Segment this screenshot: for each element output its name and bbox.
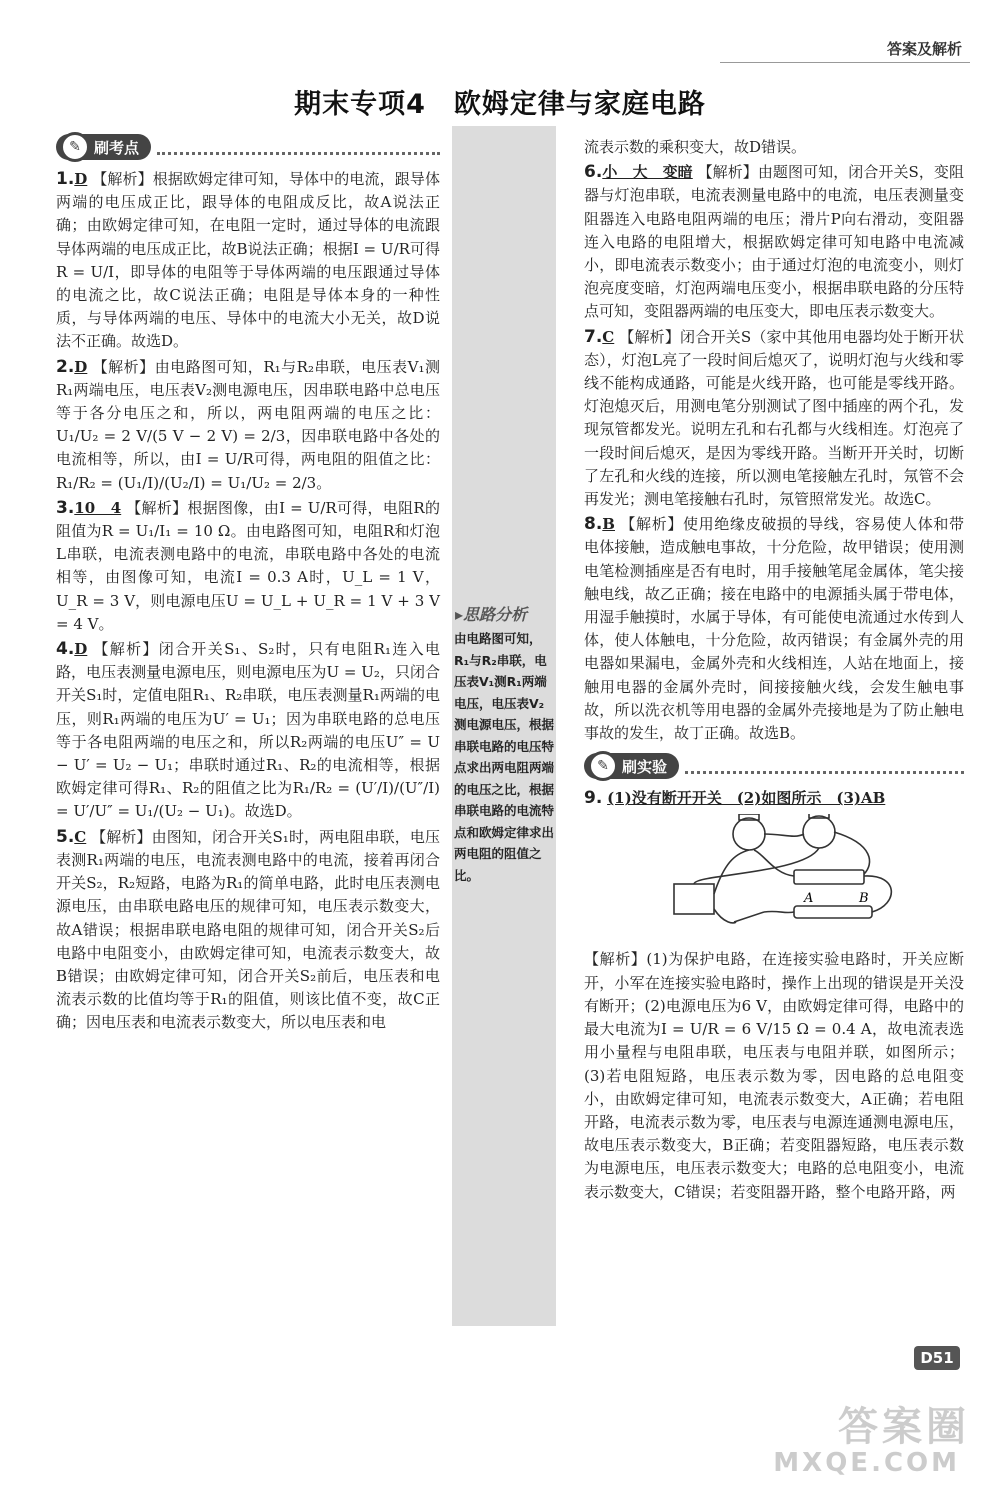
circuit-diagram <box>654 814 954 944</box>
switch-icon <box>734 912 764 922</box>
question-explanation: 【解析】闭合开关S₁、S₂时，只有电阻R₁连入电路，电压表测量电源电压，则电源电压为U = U₂，只闭合开关S₁时，定值电阻R₁、R₂串联，电压表测量R₁两端的电压，则R₁两端的电压为U′ = U₁；因为串联电路的总电压等于各电阻两端的电压之和，所以R₂两端的电压U″ = U − U′ = U₂ − U₁；串联时通过R₁、R₂的电流相等，根据欧姆定律可得R₁、R₂的阻值之比为R₁/R₂ = (U′/I)/(U″/I) = U′/U″ = U₁/(U₂ − U₁)。故选D。 <box>56 640 440 821</box>
answer-item <box>56 356 440 495</box>
question-number: 6. <box>584 162 603 183</box>
answer-item <box>56 638 440 824</box>
question-explanation: 【解析】闭合开关S（家中其他用电器均处于断开状态），灯泡L亮了一段时间后熄灭了，说明灯泡与火线和零线不能构成通路，可能是火线开路，也可能是零线开路。灯泡熄灭后，用测电笔分别测试了图中插座的两个孔，发现氖管都发光。说明左孔和右孔都与火线相连。灯泡亮了一段时间后熄灭，是因为零线开路。当断开开关时，切断了左孔和火线的连接，所以测电笔接触左孔时，氖管不会再发光；测电笔接触右孔时，氖管照常发光。故选C。 <box>584 327 964 509</box>
q9-answer-line <box>584 787 964 810</box>
battery-icon <box>674 884 714 914</box>
brush-icon: ✎ <box>588 751 618 781</box>
question-answer: (1)没有断开开关 (2)如图所示 (3)AB <box>607 789 886 808</box>
question-answer: C <box>602 327 615 346</box>
question-answer: C <box>74 827 87 846</box>
resistor-icon <box>794 870 864 884</box>
question-answer: 小 大 变暗 <box>602 163 693 182</box>
question-explanation: 【解析】由题图可知，闭合开关S，变阻器与灯泡串联，电流表测量电路中的电流，电压表测量变阻器连入电路电阻两端的电压；滑片P向右滑动，变阻器连入电路的电阻增大，根据欧姆定律可知电路中电流减小，即电流表示数变小；由于通过灯泡的电流变小，则灯泡亮度变暗，灯泡两端电压变小，根据串联电路的分压特点可知，变阻器两端的电压变大，即电压表示数变大。 <box>584 163 964 321</box>
answer-item <box>584 136 964 159</box>
header-tag: 答案及解析 <box>886 40 962 58</box>
answer-item <box>56 168 440 354</box>
left-column <box>56 134 440 1035</box>
section-badge-exam <box>56 134 151 160</box>
rheostat-icon <box>794 906 872 918</box>
dotted-divider <box>157 140 440 155</box>
question-number: 9. <box>584 788 603 809</box>
question-explanation: 【解析】由图知，闭合开关S₁时，两电阻串联，电压表测R₁两端的电压，电流表测电路中的电流，接着再闭合开关S₂，R₂短路，电路为R₁的简单电路，此时电压表测电源电压，由串联电路电压的规律可知，电压表示数变大，故A错误；根据串联电路电阻的规律可知，闭合开关S₂后电路中电阻变小，由欧姆定律可知，电流表示数变大，故B错误；由欧姆定律可知，闭合开关S₂前后，电压表和电流表示数的比值均等于R₁的阻值，则该比值不变，故C正确；因电压表和电流表示数变大，所以电压表和电 <box>56 827 440 1032</box>
q9-explanation: 【解析】(1)为保护电路，在连接实验电路时，开关应断开，小军在连接实验电路时，操作上出现的错误是开关没有断开；(2)电源电压为6 V，由欧姆定律可得，电路中的最大电流为I = U/R = 6 V/15 Ω = 0.4 A，故电流表选用小量程与电阻串联，电压表与电阻并联，如图所示；(3)若电阻短路，电压表示数为零，因电路的总电阻变小，由欧姆定律可知，电流表示数变大，A正确；若电阻开路，电流表示数为零，电压表与电源连通测电源电压，故电压表示数变大，B正确；若变阻器短路，电压表示数为电源电压，电压表示数变大；电路的总电阻变小，电流表示数变大，C错误；若变阻器开路，整个电路开路，两 <box>584 950 964 1201</box>
question-explanation: 【解析】根据图像，由I = U/R可得，电阻R的阻值为R = U₁/I₁ = 10 Ω。由电路图可知，电阻R和灯泡L串联，电流表测电路中的电流，串联电路中各处的电流相等，由图像可知，电流I = 0.3 A时，U_L = 1 V，U_R = 3 V，则电源电压U = U_L + U_R = 1 V + 3 V = 4 V。 <box>56 498 440 633</box>
answer-item <box>584 513 964 745</box>
section-label-exam: 刷考点 <box>94 138 140 157</box>
question-answer: D <box>74 170 88 188</box>
question-number: 2. <box>56 356 75 377</box>
section-header-experiment <box>584 753 964 779</box>
sidebar-title: ▸思路分析 <box>455 605 528 624</box>
question-answer: B <box>602 515 615 534</box>
sidebar-title-text: 思路分析 <box>463 605 528 624</box>
answer-item <box>56 497 440 636</box>
question-number: 5. <box>56 826 75 847</box>
answer-item <box>584 161 964 323</box>
page-title: 期末专项4 欧姆定律与家庭电路 <box>294 89 706 120</box>
question-number: 8. <box>584 514 603 535</box>
question-explanation: 【解析】根据欧姆定律可知，导体中的电流，跟导体两端的电压成正比，跟导体的电阻成反比，故A说法正确；由欧姆定律可知，在电阻一定时，通过导体的电流跟导体两端的电压成正比，故B说法正确；根据I = U/R可得R = U/I，即导体的电阻等于导体两端的电压跟通过导体的电流之比，故C说法正确；电阻是导体本身的一种性质，与导体两端的电压、导体中的电流大小无关，故D说法不正确。故选D。 <box>56 170 440 351</box>
question-number: 4. <box>56 639 75 660</box>
brush-icon: ✎ <box>60 132 90 162</box>
voltmeter-icon <box>803 816 835 848</box>
question-explanation: 流表示数的乘积变大，故D错误。 <box>584 138 807 156</box>
ammeter-icon <box>733 818 765 850</box>
right-items <box>584 136 964 745</box>
answer-item <box>584 326 964 512</box>
section-label-experiment: 刷实验 <box>622 757 668 776</box>
question-answer: D <box>74 640 88 659</box>
question-explanation: 【解析】使用绝缘皮破损的导线，容易使人体和带电体接触，造成触电事故，十分危险，故甲错误；使用测电笔检测插座是否有电时，用手接触笔尾金属体，笔尖接触电线，故乙正确；接在电路中的电源插头属于带电体，用湿手触摸时，水属于导体，有可能使电流通过水传到人体，使人体触电，十分危险，故丙错误；有金属外壳的用电器如果漏电，金属外壳和火线相连，人站在地面上，接触用电器的金属外壳时，间接接触火线，会发生触电事故，所以洗衣机等用电器的金属外壳接地是为了防止触电事故的发生，故丁正确。故选B。 <box>584 515 964 743</box>
watermark-url: MXQE.COM <box>773 1448 960 1478</box>
question-number: 3. <box>56 497 75 518</box>
question-answer: D <box>74 357 88 376</box>
question-answer: 10 4 <box>74 498 122 517</box>
answer-item <box>56 826 440 1035</box>
question-explanation: 【解析】由电路图可知，R₁与R₂串联，电压表V₁测R₁两端电压，电压表V₂测电源电压，因串联电路中总电压等于各分电压之和，所以，两电阻两端的电压之比：U₁/U₂ = 2 V/(5 V − 2 V) = 2/3，因串联电路中各处的电流相等，所以，由I = U/R可得，两电阻的阻值之比：R₁/R₂ = (U₁/I)/(U₂/I) = U₁/U₂ = 2/3。 <box>56 357 440 492</box>
watermark-logo: 答案圈 <box>838 1404 970 1450</box>
question-number: 7. <box>584 326 603 347</box>
header-divider <box>720 62 970 63</box>
right-column <box>584 134 964 1204</box>
page-number: D51 <box>914 1346 960 1370</box>
sidebar-body: 由电路图可知，R₁与R₂串联，电压表V₁测R₁两端电压，电压表V₂测电源电压，根据串联电路的电压特点求出两电阻两端的电压之比，根据串联电路的电流特点和欧姆定律求出两电阻的阻值之比。 <box>454 631 555 883</box>
terminal-a-label: A <box>804 891 814 907</box>
question-number: 1. <box>56 169 75 189</box>
terminal-b-label: B <box>859 891 869 907</box>
dotted-divider <box>685 759 964 774</box>
left-items <box>56 168 440 1035</box>
section-badge-experiment <box>584 753 679 779</box>
section-header-exam <box>56 134 440 160</box>
